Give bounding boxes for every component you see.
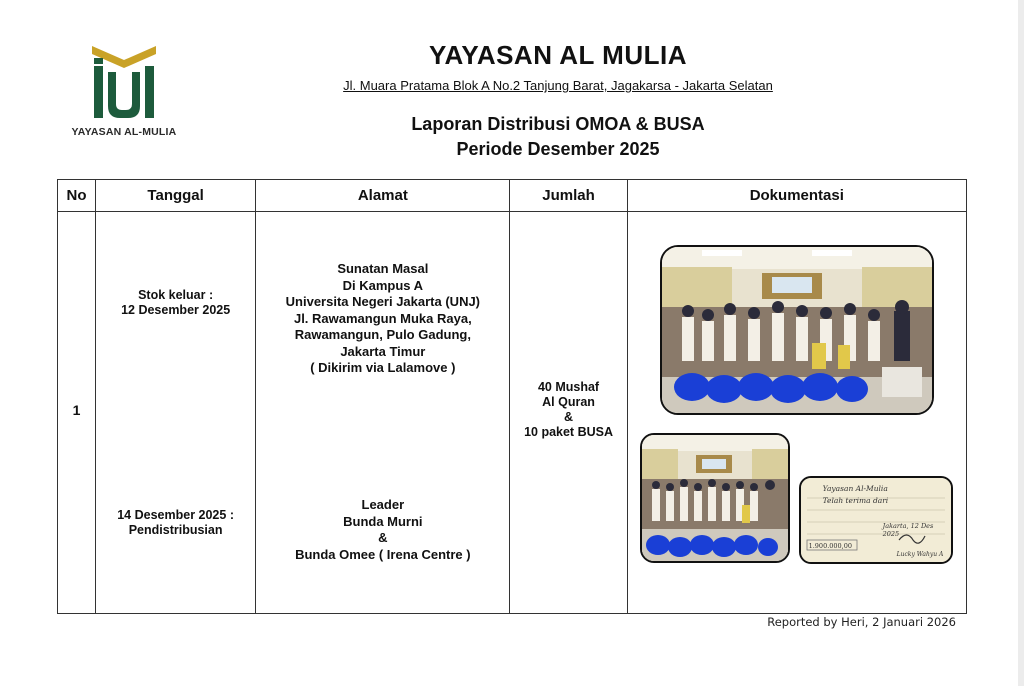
organization-name: YAYASAN AL MULIA — [429, 40, 687, 70]
date-stock-out — [96, 288, 255, 318]
column-header-jumlah: Jumlah — [510, 180, 627, 212]
date-line: Pendistribusian — [128, 523, 223, 537]
address-line: Jl. Rawamangun Muka Raya, — [293, 310, 472, 326]
quantity-line: & — [564, 410, 574, 424]
logo-text: YAYASAN AL-MULIA — [71, 126, 177, 138]
address-line: Rawamangun, Pulo Gadung, — [294, 327, 471, 342]
report-title-line: Laporan Distribusi OMOA & BUSA — [411, 114, 705, 134]
address-line: Sunatan Masal — [337, 261, 429, 276]
report-period: Periode Desember 2025 — [456, 139, 660, 159]
leader-line: Leader — [361, 497, 405, 512]
documentation-photo-distribution — [640, 433, 790, 563]
cell-alamat — [256, 212, 510, 614]
address-line: ( Dikirim via Lalamove ) — [310, 360, 456, 375]
date-line: 14 Desember 2025 : — [117, 508, 234, 522]
receipt-date: Jakarta, 12 Des 2025 — [882, 522, 934, 538]
address-location — [256, 261, 509, 377]
quantity-text — [510, 380, 626, 440]
leader-line: Bunda Murni — [343, 513, 423, 529]
date-distribution — [96, 508, 255, 538]
quantity-line: 40 Mushaf — [537, 380, 600, 394]
distribution-table — [57, 179, 967, 614]
receipt-signer: Lucky Wahyu A — [896, 551, 944, 558]
leader-line: Bunda Omee ( Irena Centre ) — [295, 546, 471, 562]
quantity-line: 10 paket BUSA — [524, 425, 613, 439]
receipt-amount: 1.900.000,00 — [808, 542, 853, 550]
address-line: Universita Negeri Jakarta (UNJ) — [285, 294, 481, 309]
address-leaders — [256, 497, 509, 563]
distribution-photo-image — [642, 435, 788, 561]
cell-tanggal — [96, 212, 256, 614]
report-title — [300, 112, 816, 162]
organization-address: Jl. Muara Pratama Blok A No.2 Tanjung Barat, Jagakarsa - Jakarta Selatan — [343, 78, 773, 93]
logo-mark-icon — [90, 44, 158, 122]
documentation-photo-group — [660, 245, 934, 415]
quantity-line: Al Quran — [542, 395, 595, 409]
date-line: 12 Desember 2025 — [121, 303, 231, 317]
group-photo-image — [662, 247, 932, 413]
date-line: Stok keluar : — [138, 288, 214, 302]
cell-dokumentasi — [627, 212, 966, 614]
report-footer: Reported by Heri, 2 Januari 2026 — [767, 615, 956, 629]
column-header-tanggal: Tanggal — [96, 180, 256, 212]
table-header-row — [58, 180, 967, 212]
column-header-dokumentasi: Dokumentasi — [627, 180, 966, 212]
cell-no — [58, 212, 96, 614]
page-edge — [1018, 0, 1024, 686]
receipt-line: Telah terima dari — [822, 496, 889, 505]
address-line: Di Kampus A — [342, 277, 424, 293]
table-row — [58, 212, 967, 614]
documentation-receipt — [799, 476, 953, 564]
cell-jumlah — [510, 212, 627, 614]
row-number: 1 — [72, 402, 81, 418]
column-header-no: No — [58, 180, 96, 212]
receipt-line: Yayasan Al-Mulia — [822, 484, 888, 493]
yayasan-logo — [62, 44, 186, 140]
address-line: Jakarta Timur — [340, 343, 426, 359]
column-header-alamat: Alamat — [256, 180, 510, 212]
leader-line: & — [378, 530, 388, 545]
